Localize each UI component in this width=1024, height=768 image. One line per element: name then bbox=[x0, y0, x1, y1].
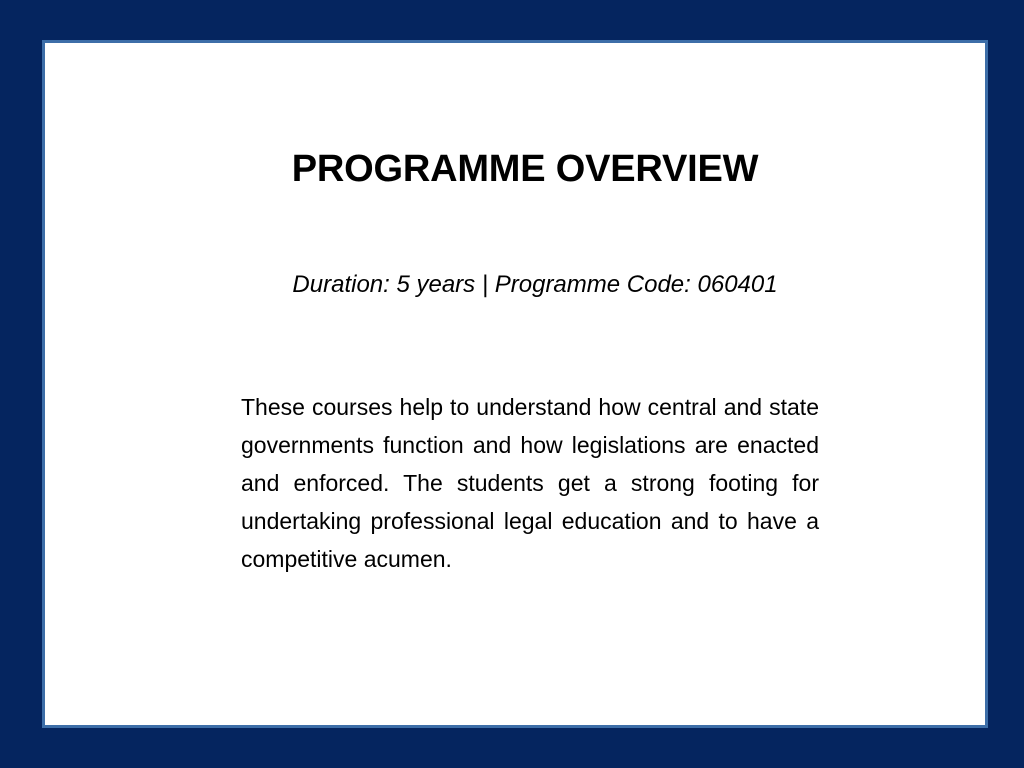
slide-content-panel bbox=[42, 40, 988, 728]
slide-title: PROGRAMME OVERVIEW bbox=[291, 148, 759, 190]
slide-body-text: These courses help to understand how central and state governments function and how legislations are enacted and enforced. The students get a strong footing for undertaking professional legal education and to have a competitive acumen. bbox=[241, 394, 819, 572]
slide-subtitle: Duration: 5 years | Programme Code: 060401 bbox=[292, 271, 778, 298]
